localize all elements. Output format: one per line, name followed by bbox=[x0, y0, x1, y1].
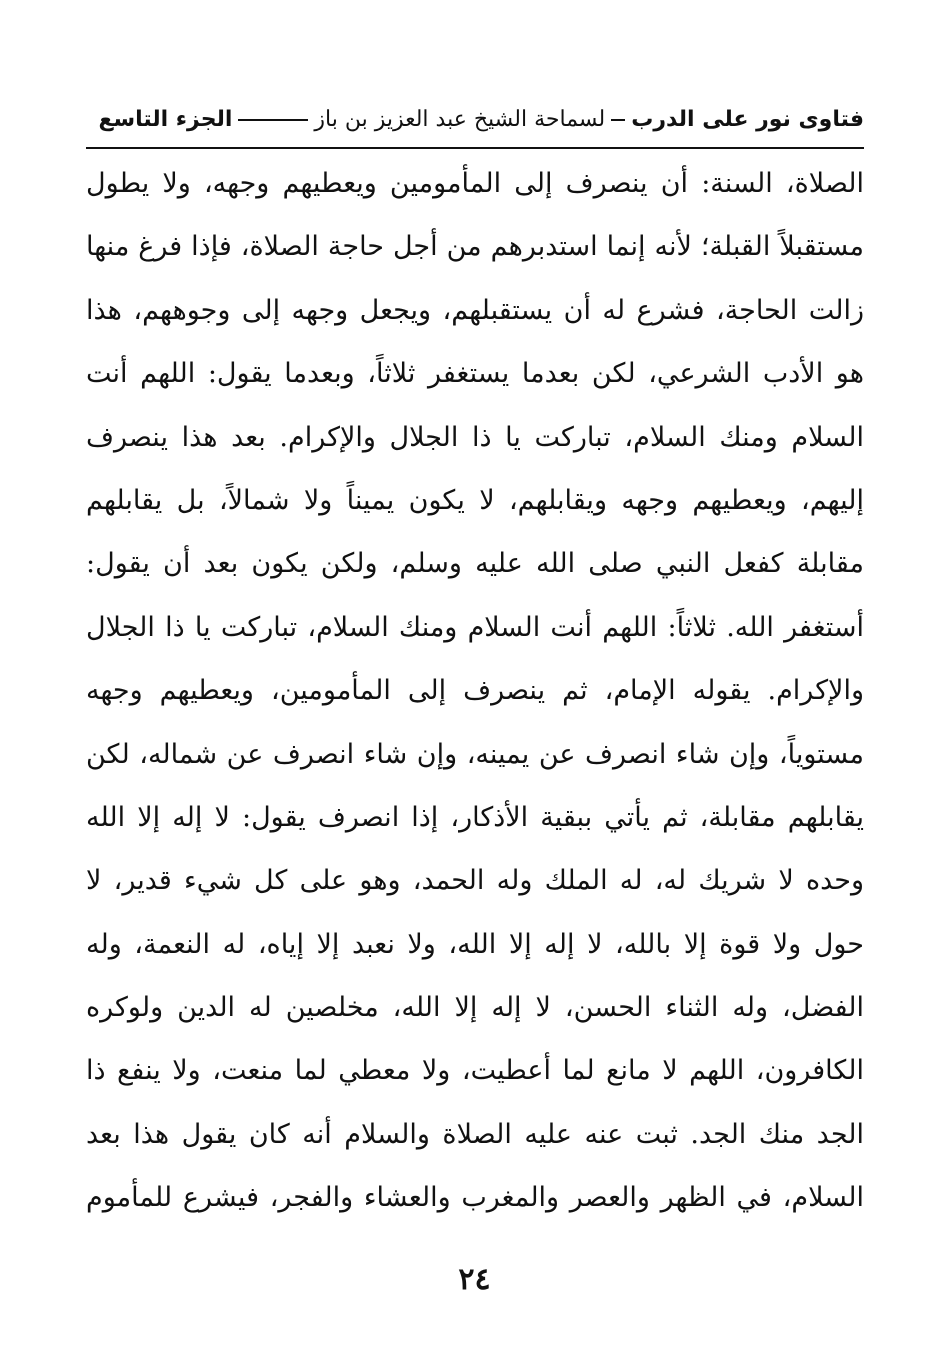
text-line: إليهم، ويعطيهم وجهه ويقابلهم، لا يكون يميناً ولا شمالاً، بل يقابلهم bbox=[86, 484, 864, 516]
text-line: الفضل، وله الثناء الحسن، لا إله إلا الله، مخلصين له الدين ولوكره bbox=[86, 992, 864, 1024]
text-line: مستوياً، وإن شاء انصرف عن يمينه، وإن شاء انصرف عن شماله، لكن bbox=[86, 738, 864, 770]
text-line: مقابلة كفعل النبي صلى الله عليه وسلم، ولكن يكون بعد أن يقول: bbox=[86, 548, 864, 580]
text-line: والإكرام. يقوله الإمام، ثم ينصرف إلى المأمومين، ويعطيهم وجهه bbox=[86, 675, 864, 707]
page-number: ٢٤ bbox=[458, 1262, 491, 1297]
text-line: هو الأدب الشرعي، لكن بعدما يستغفر ثلاثاً، وبعدما يقول: اللهم أنت bbox=[86, 358, 864, 390]
text-line: حول ولا قوة إلا بالله، لا إله إلا الله، ولا نعبد إلا إياه، له النعمة، وله bbox=[86, 928, 864, 960]
text-line: الجد منك الجد. ثبت عنه عليه الصلاة والسلام أنه كان يقول هذا بعد bbox=[86, 1118, 864, 1150]
header-separator-long bbox=[238, 119, 308, 121]
text-line: أستغفر الله. ثلاثاً: اللهم أنت السلام ومنك السلام، تباركت يا ذا الجلال bbox=[86, 611, 864, 643]
header-separator bbox=[611, 119, 625, 121]
text-line: مستقبلاً القبلة؛ لأنه إنما استدبرهم من أجل حاجة الصلاة، فإذا فرغ منها bbox=[86, 231, 864, 263]
body-text bbox=[86, 152, 864, 1230]
header-rule bbox=[86, 147, 864, 149]
text-line: السلام ومنك السلام، تباركت يا ذا الجلال والإكرام. بعد هذا ينصرف bbox=[86, 421, 864, 453]
header-volume: الجزء التاسع bbox=[98, 107, 233, 132]
text-line: السلام، في الظهر والعصر والمغرب والعشاء والفجر، فيشرع للمأموم bbox=[86, 1182, 864, 1214]
text-line: يقابلهم مقابلة، ثم يأتي ببقية الأذكار، إذا انصرف يقول: لا إله إلا الله bbox=[86, 801, 864, 833]
text-line: زالت الحاجة، فشرع له أن يستقبلهم، ويجعل وجهه إلى وجوههم، هذا bbox=[86, 294, 864, 326]
text-line: الصلاة، السنة: أن ينصرف إلى المأمومين ويعطيهم وجهه، ولا يطول bbox=[86, 168, 864, 199]
text-line: وحده لا شريك له، له الملك وله الحمد، وهو على كل شيء قدير، لا bbox=[86, 865, 864, 897]
text-line: الكافرون، اللهم لا مانع لما أعطيت، ولا معطي لما منعت، ولا ينفع ذا bbox=[86, 1055, 864, 1087]
header-book-title: فتاوى نور على الدرب bbox=[631, 107, 864, 132]
running-header bbox=[86, 100, 864, 140]
header-author: لسماحة الشيخ عبد العزيز بن باز bbox=[314, 107, 606, 132]
